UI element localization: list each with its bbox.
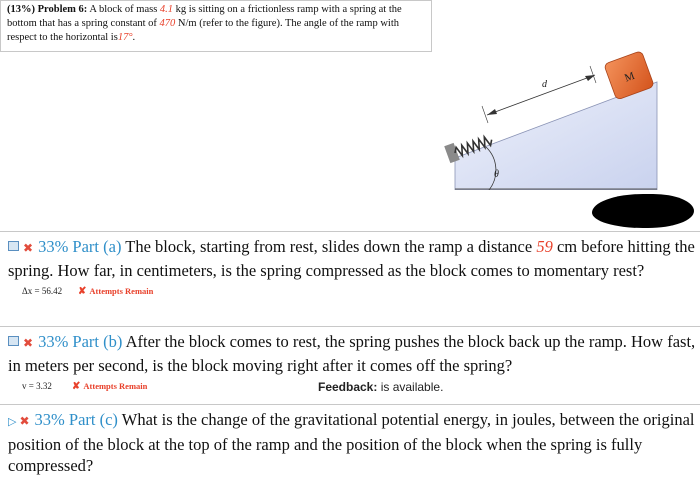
answer-row-a <box>8 284 700 300</box>
attempts-label: Attempts Remain <box>89 286 154 296</box>
feedback-text: is available. <box>380 380 444 394</box>
distance-value: 59 <box>536 237 553 256</box>
play-icon[interactable]: ▷ <box>8 416 17 428</box>
part-b-text: After the block comes to rest, the spring pushes the block back up the ramp. How fast, in meters per second, is the block moving right after it comes off the spring? <box>8 332 696 375</box>
part-b <box>0 326 700 395</box>
problem-statement <box>0 0 432 52</box>
theta-label: θ <box>494 169 499 180</box>
attempts-label: Attempts Remain <box>83 381 148 391</box>
part-c-text: What is the change of the gravitational potential energy, in joules, between the original position of the block at the top of the ramp and the position of the block when the spring is fully compressed? <box>8 410 695 475</box>
problem-text-1: A block of mass <box>89 4 158 15</box>
attempts-x-icon: ✘ <box>78 286 87 297</box>
part-a-text-1: The block, starting from rest, slides down the ramp a distance <box>125 237 533 256</box>
ramp <box>455 82 657 190</box>
problem-header: (13%) Problem 6: <box>7 4 88 15</box>
redaction-mark <box>592 194 694 228</box>
ramp-figure <box>425 40 700 190</box>
distance-label: d <box>542 79 547 90</box>
spring-mount <box>444 143 460 163</box>
answer-row-b <box>8 379 700 395</box>
incorrect-icon: ✖ <box>23 336 34 350</box>
incorrect-icon: ✖ <box>23 241 34 255</box>
part-b-answer: v = 3.32 <box>22 381 52 391</box>
feedback-notice[interactable] <box>318 380 443 394</box>
problem-text-4: . <box>132 32 136 43</box>
angle-value: 17° <box>117 32 133 43</box>
attempts-x-icon: ✘ <box>72 381 81 392</box>
spring-constant-value: 470 <box>159 18 176 29</box>
part-c-title: 33% Part (c) <box>34 410 118 429</box>
problem-text-3: N/m (refer to the figure). The angle of the ramp with respect to the horizontal is <box>7 18 400 43</box>
feedback-label: Feedback: <box>318 380 378 394</box>
mass-value: 4.1 <box>159 4 174 15</box>
block-label: M <box>623 69 637 85</box>
part-b-title: 33% Part (b) <box>38 332 123 351</box>
part-a-attempts <box>78 286 153 297</box>
incorrect-icon: ✖ <box>19 414 30 428</box>
problem-text-2: kg is sitting on a frictionless ramp with a spring at the bottom that has a spring constant of <box>7 4 402 29</box>
part-c <box>0 404 700 477</box>
part-a-answer: Δx = 56.42 <box>22 286 63 296</box>
status-icon[interactable] <box>8 336 19 346</box>
part-a-title: 33% Part (a) <box>38 237 122 256</box>
status-icon[interactable] <box>8 241 19 251</box>
part-b-attempts <box>72 381 147 392</box>
part-a <box>0 231 700 300</box>
part-a-text-2: cm before hitting the spring. How far, in centimeters, is the spring compressed as the block comes to momentary rest? <box>8 237 695 280</box>
